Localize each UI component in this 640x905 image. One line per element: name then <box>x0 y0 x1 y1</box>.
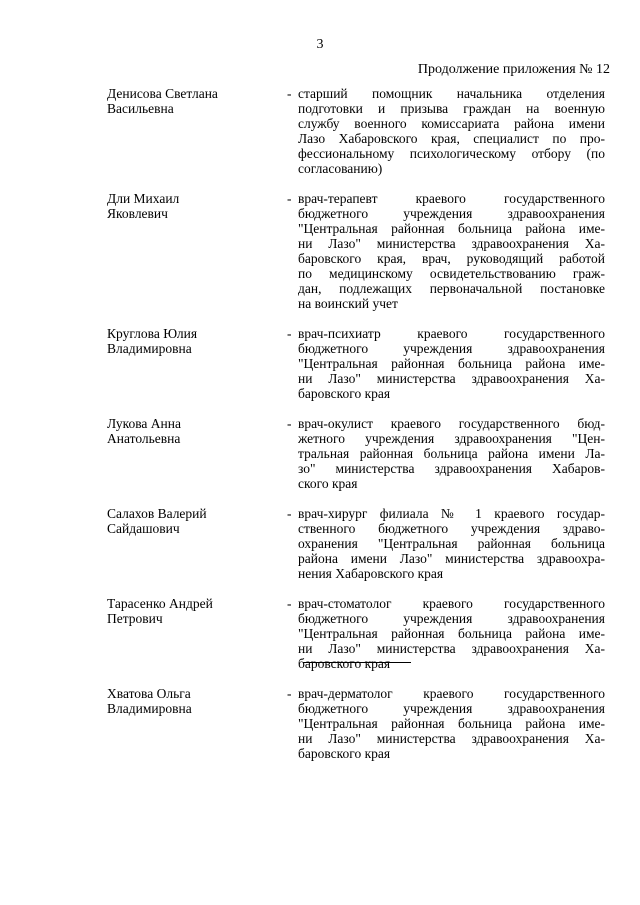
position-line: врач-окулист краевого государственного бюд- <box>298 416 605 431</box>
member-name <box>107 596 277 626</box>
position-line: службу военного комиссариата района имени <box>298 116 605 131</box>
position-line: бюджетного учреждения здравоохранения <box>298 701 605 716</box>
dash-separator: - <box>287 596 292 611</box>
member-list <box>0 86 640 776</box>
position-line: баровского края <box>298 656 391 671</box>
member-name-line: Тарасенко Андрей <box>107 596 213 611</box>
member-position <box>298 191 605 311</box>
position-line: ни Лазо" министерства здравоохранения Ха- <box>298 371 605 386</box>
position-line: врач-терапевт краевого государственного <box>298 191 605 206</box>
position-line: старший помощник начальника отделения <box>298 86 605 101</box>
position-line: района имени Лазо" министерства здравоохра- <box>298 551 605 566</box>
member-position <box>298 326 605 401</box>
position-line: бюджетного учреждения здравоохранения <box>298 206 605 221</box>
position-line: врач-стоматолог краевого государственного <box>298 596 605 611</box>
position-line: на воинский учет <box>298 296 398 311</box>
continuation-heading: Продолжение приложения № 12 <box>417 62 610 77</box>
position-line: жетного учреждения здравоохранения "Цен- <box>298 431 605 446</box>
end-divider <box>303 662 411 663</box>
position-line: согласованию) <box>298 161 383 176</box>
dash-separator: - <box>287 326 292 341</box>
list-item <box>0 416 640 491</box>
position-line: ни Лазо" министерства здравоохранения Ха- <box>298 641 605 656</box>
member-name <box>107 191 277 221</box>
dash-separator: - <box>287 506 292 521</box>
dash-separator: - <box>287 416 292 431</box>
position-line: ского края <box>298 476 358 491</box>
position-line: дан, подлежащих первоначальной постановке <box>298 281 605 296</box>
position-line: зо" министерства здравоохранения Хабаров- <box>298 461 605 476</box>
member-name-line: Денисова Светлана <box>107 86 218 101</box>
position-line: бюджетного учреждения здравоохранения <box>298 341 605 356</box>
dash-separator: - <box>287 86 292 101</box>
member-position <box>298 686 605 761</box>
position-line: баровского края, врач, руководящий работой <box>298 251 605 266</box>
list-item <box>0 506 640 581</box>
position-line: охранения "Центральная районная больница <box>298 536 605 551</box>
member-position <box>298 596 605 671</box>
list-item <box>0 86 640 176</box>
position-line: "Центральная районная больница района име- <box>298 626 605 641</box>
position-line: Лазо Хабаровского края, специалист по про- <box>298 131 605 146</box>
member-name-line: Дли Михаил <box>107 191 180 206</box>
position-line: врач-дерматолог краевого государственного <box>298 686 605 701</box>
position-line: врач-психиатр краевого государственного <box>298 326 605 341</box>
member-name-line: Лукова Анна <box>107 416 181 431</box>
member-name <box>107 326 277 356</box>
member-name <box>107 416 277 446</box>
list-item <box>0 326 640 401</box>
position-line: "Центральная районная больница района име- <box>298 356 605 371</box>
member-name <box>107 86 277 116</box>
member-name-line: Владимировна <box>107 701 192 716</box>
member-name <box>107 686 277 716</box>
position-line: ни Лазо" министерства здравоохранения Ха- <box>298 236 605 251</box>
position-line: тральная районная больница района имени Ла- <box>298 446 605 461</box>
dash-separator: - <box>287 686 292 701</box>
member-name-line: Петрович <box>107 611 163 626</box>
position-line: "Центральная районная больница района име- <box>298 716 605 731</box>
position-line: баровского края <box>298 386 391 401</box>
member-name-line: Васильевна <box>107 101 174 116</box>
list-item <box>0 191 640 311</box>
member-name-line: Владимировна <box>107 341 192 356</box>
list-item <box>0 686 640 761</box>
member-name-line: Сайдашович <box>107 521 180 536</box>
position-line: ственного бюджетного учреждения здраво- <box>298 521 605 536</box>
position-line: "Центральная районная больница района име- <box>298 221 605 236</box>
position-line: бюджетного учреждения здравоохранения <box>298 611 605 626</box>
list-item <box>0 596 640 671</box>
position-line: подготовки и призыва граждан на военную <box>298 101 605 116</box>
member-name-line: Яковлевич <box>107 206 168 221</box>
page-number: 3 <box>316 37 324 52</box>
member-position <box>298 506 605 581</box>
member-position <box>298 416 605 491</box>
dash-separator: - <box>287 191 292 206</box>
member-name-line: Салахов Валерий <box>107 506 207 521</box>
position-line: по медицинскому освидетельствованию граж- <box>298 266 605 281</box>
member-name-line: Хватова Ольга <box>107 686 191 701</box>
position-line: баровского края <box>298 746 391 761</box>
position-line: врач-хирург филиала № 1 краевого государ- <box>298 506 605 521</box>
member-name-line: Круглова Юлия <box>107 326 198 341</box>
member-name <box>107 506 277 536</box>
position-line: ни Лазо" министерства здравоохранения Ха- <box>298 731 605 746</box>
member-position <box>298 86 605 176</box>
position-line: нения Хабаровского края <box>298 566 444 581</box>
member-name-line: Анатольевна <box>107 431 181 446</box>
position-line: фессиональному психологическому отбору (по <box>298 146 605 161</box>
